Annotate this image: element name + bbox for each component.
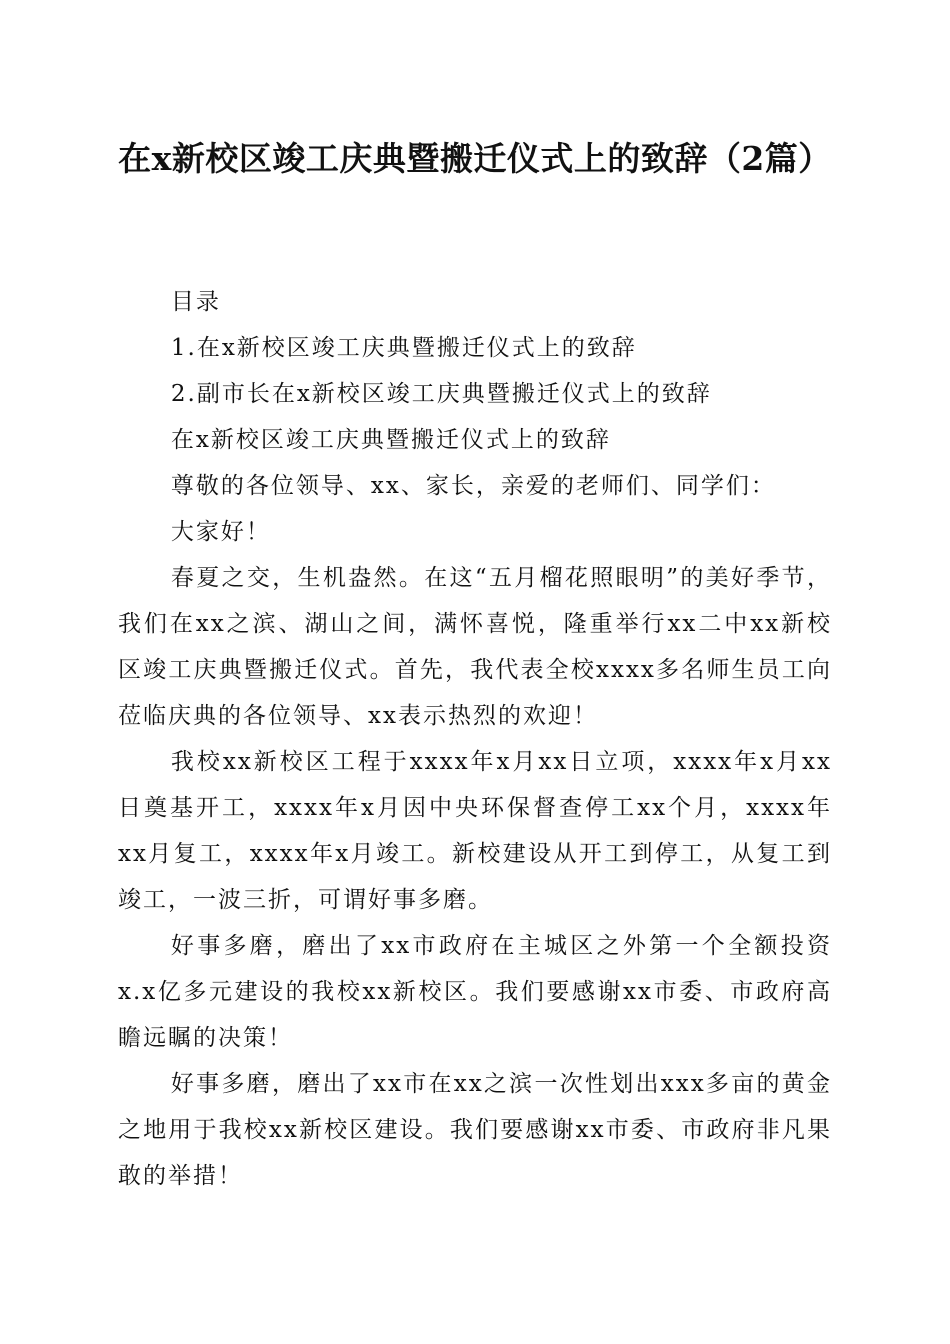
document-title: 在x新校区竣工庆典暨搬迁仪式上的致辞（2篇） <box>118 139 832 178</box>
body-paragraph: 好事多磨，磨出了xx市政府在主城区之外第一个全额投资x.x亿多元建设的我校xx新校区。我们要感谢xx市委、市政府高瞻远瞩的决策！ <box>118 933 832 1051</box>
body-paragraph: 春夏之交，生机盎然。在这“五月榴花照眼明”的美好季节，我们在xx之滨、湖山之间，满怀喜悦，隆重举行xx二中xx新校区竣工庆典暨搬迁仪式。首先，我代表全校xxxx多名师生员工向莅临庆典的各位领导、xx表示热烈的欢迎！ <box>118 565 832 729</box>
toc-item: 1.在x新校区竣工庆典暨搬迁仪式上的致辞 <box>170 335 637 361</box>
document-body <box>118 279 832 1199</box>
toc-item: 2.副市长在x新校区竣工庆典暨搬迁仪式上的致辞 <box>170 381 712 407</box>
salutation: 尊敬的各位领导、xx、家长，亲爱的老师们、同学们： <box>170 473 776 499</box>
section-heading: 在x新校区竣工庆典暨搬迁仪式上的致辞 <box>170 427 611 453</box>
toc-heading: 目录 <box>170 289 221 315</box>
body-paragraph: 我校xx新校区工程于xxxx年x月xx日立项，xxxx年x月xx日奠基开工，xxxx年x月因中央环保督查停工xx个月，xxxx年xx月复工，xxxx年x月竣工。新校建设从开工到停工，从复工到竣工，一波三折，可谓好事多磨。 <box>118 749 832 913</box>
body-paragraph: 好事多磨，磨出了xx市在xx之滨一次性划出xxx多亩的黄金之地用于我校xx新校区建设。我们要感谢xx市委、市政府非凡果敢的举措！ <box>118 1071 832 1189</box>
greeting: 大家好！ <box>170 519 271 545</box>
